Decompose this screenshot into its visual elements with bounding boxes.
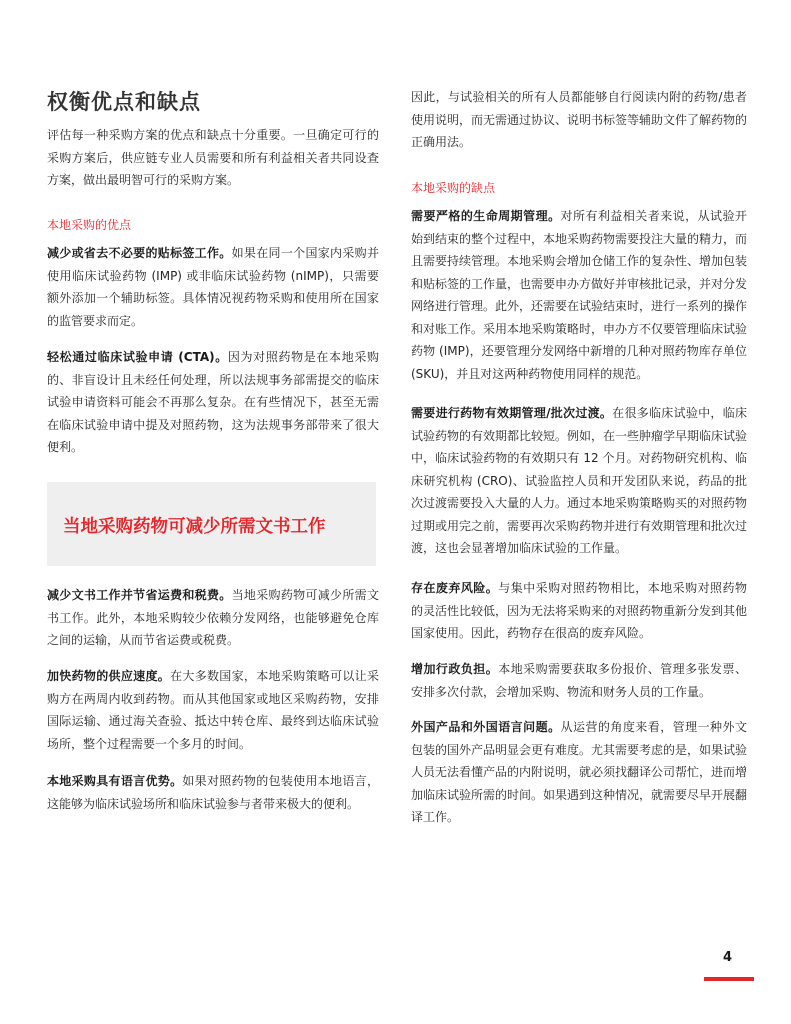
con-body-waste: 与集中采购对照药物相比，本地采购对照药物的灵活性比较低，因为无法将采购来的对照药物重新分发到其他国家使用。因此，药物存在很高的废弃风险。 [411,581,748,640]
con-paragraph-expiry [411,402,747,560]
pro-body-cta: 因为对照药物是在本地采购的、非盲设计且未经任何处理，所以法规事务部需提交的临床试验申请资料可能会不再那么复杂。在有些情况下，甚至无需在临床试验申请中提及对照药物，这为法规事务部带来了很大便利。 [47,350,379,454]
con-paragraph-foreign [411,716,747,829]
con-lead-waste: 存在废弃风险。 [411,581,499,595]
page-number: 4 [723,950,733,965]
pro-paragraph-labeling [47,242,379,332]
con-paragraph-waste [411,577,747,645]
con-lead-expiry: 需要进行药物有效期管理/批次过渡。 [411,406,613,420]
pro-lead-paperwork: 减少文书工作并节省运费和税费。 [47,588,232,602]
pro-body-speed: 在大多数国家，本地采购策略可以让采购方在两周内收到药物。而从其他国家或地区采购药物，安排国际运输、通过海关查验、抵达中转仓库、最终到达临床试验场所，整个过程需要一个多月的时间。 [47,669,379,751]
pros-heading: 本地采购的优点 [47,218,132,232]
con-lead-admin: 增加行政负担。 [411,662,499,676]
section-title: 权衡优点和缺点 [47,90,201,114]
pro-paragraph-paperwork [47,584,379,652]
pro-body-labeling: 如果在同一个国家内采购并使用临床试验药物 (IMP) 或非临床试验药物 (nIMP)，只需要额外添加一个辅助标签。具体情况视药物采购和使用所在国家的监管要求而定。 [47,246,379,328]
con-body-foreign: 从运营的角度来看，管理一种外文包装的国外产品明显会更有难度。尤其需要考虑的是，如果试验人员无法看懂产品的内附说明，就必须找翻译公司帮忙，进而增加临床试验所需的时间。如果遇到这种情况，就需要尽早开展翻译工作。 [411,720,748,824]
pro-body-paperwork: 当地采购药物可减少所需文书工作。此外，本地采购较少依赖分发网络，也能够避免仓库之间的运输，从而节省运费或税费。 [47,588,379,647]
pro-lead-speed: 加快药物的供应速度。 [47,669,171,683]
con-paragraph-lifecycle [411,205,747,385]
pro-paragraph-speed [47,665,379,755]
pro-paragraph-language [47,770,379,815]
continued-paragraph: 因此，与试验相关的所有人员都能够自行阅读内附的药物/患者使用说明，而无需通过协议、说明书标签等辅助文件了解药物的正确用法。 [411,90,748,149]
con-body-lifecycle: 对所有利益相关者来说，从试验开始到结束的整个过程中，本地采购药物需要投注大量的精力，而且需要持续管理。本地采购会增加仓储工作的复杂性、增加包装和贴标签的工作量，也需要申办方做好并审核批记录，并对分发网络进行管理。此外，还需要在试验结束时，进行一系列的操作和对账工作。采用本地采购策略时，申办方不仅要管理临床试验药物 (IMP)，还要管理分发网络中新增的几种对照药物库存单位 (SKU)，并且对这两种药物使用同样的规范。 [411,209,748,381]
pro-paragraph-cta [47,346,379,459]
con-lead-lifecycle: 需要严格的生命周期管理。 [411,209,561,223]
pro-lead-language: 本地采购具有语言优势。 [47,774,183,788]
pro-body-language: 如果对照药物的包装使用本地语言，这能够为临床试验场所和临床试验参与者带来极大的便利。 [47,774,379,811]
callout-box [47,482,376,566]
pro-lead-cta: 轻松通过临床试验申请 (CTA)。 [47,350,228,364]
intro-paragraph: 评估每一种采购方案的优点和缺点十分重要。一旦确定可行的采购方案后，供应链专业人员需要和所有利益相关者共同设查方案，做出最明智可行的采购方案。 [47,128,379,187]
con-body-admin: 本地采购需要获取多份报价、管理多张发票、安排多次付款，会增加采购、物流和财务人员的工作量。 [411,662,747,699]
footer-accent-bar [704,977,754,981]
con-body-expiry: 在很多临床试验中，临床试验药物的有效期都比较短。例如，在一些肿瘤学早期临床试验中，临床试验药物的有效期只有 12 个月。对药物研究机构、临床研究机构 (CRO)、试验监控人员和开发团队来说，药品的批次过渡需要投入大量的人力。通过本地采购策略购买的对照药物过期或用完之前，需要再次采购药物并进行有效期管理和批次过渡，这也会显著增加临床试验的工作量。 [411,406,748,555]
con-paragraph-admin [411,658,747,703]
con-lead-foreign: 外国产品和外国语言问题。 [411,720,561,734]
cons-heading: 本地采购的缺点 [411,181,496,195]
callout-text: 当地采购药物可减少所需文书工作 [63,517,326,537]
pro-lead-labeling: 减少或省去不必要的贴标签工作。 [47,246,232,260]
